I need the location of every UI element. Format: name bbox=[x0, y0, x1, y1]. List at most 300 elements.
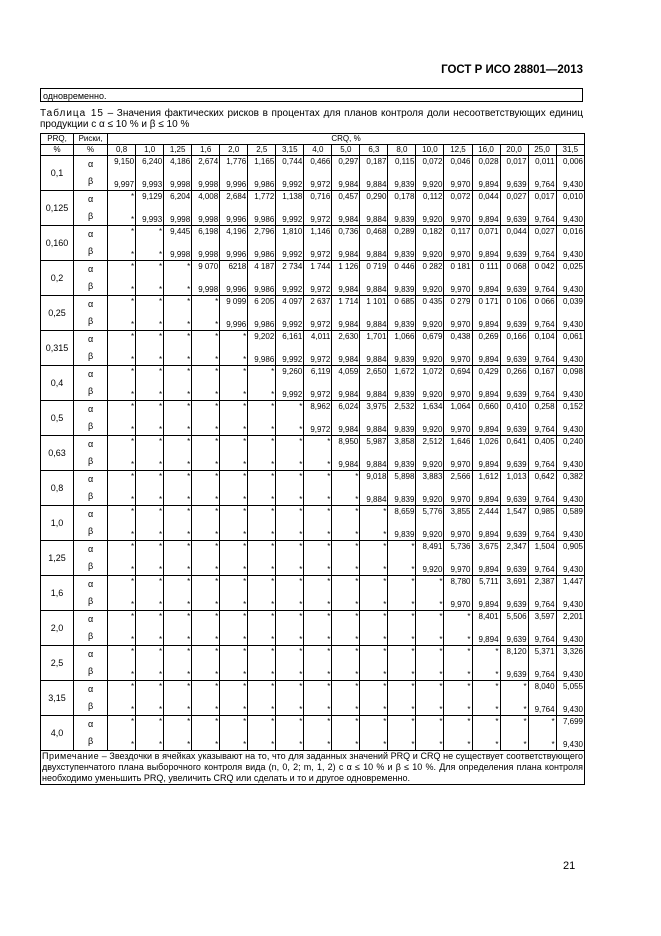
beta-value: 9,986 bbox=[254, 355, 275, 364]
prq-value: 3,15 bbox=[41, 681, 74, 716]
beta-value: 9,884 bbox=[366, 355, 387, 364]
alpha-value: * bbox=[131, 577, 135, 586]
beta-value: * bbox=[383, 600, 387, 609]
beta-value: 9,430 bbox=[562, 670, 583, 679]
alpha-value: 0,694 bbox=[450, 367, 471, 376]
alpha-value: 0,178 bbox=[394, 192, 415, 201]
risk-cell bbox=[248, 716, 276, 751]
table-row bbox=[41, 611, 585, 646]
beta-value: * bbox=[159, 530, 163, 539]
risk-cell bbox=[388, 436, 416, 471]
risk-cell bbox=[164, 471, 192, 506]
table-row bbox=[41, 261, 585, 296]
risk-symbols bbox=[74, 611, 108, 646]
prq-value: 0,63 bbox=[41, 436, 74, 471]
risk-cell bbox=[248, 436, 276, 471]
risk-cell bbox=[108, 611, 136, 646]
risk-cell bbox=[472, 366, 500, 401]
alpha-value: * bbox=[187, 577, 191, 586]
beta-value: * bbox=[439, 670, 443, 679]
table-note-row bbox=[41, 751, 585, 785]
risk-cell bbox=[528, 716, 556, 751]
beta-value: 9,839 bbox=[394, 460, 415, 469]
alpha-value: 1,013 bbox=[506, 472, 527, 481]
risk-cell bbox=[528, 681, 556, 716]
risk-cell bbox=[164, 541, 192, 576]
risk-cell bbox=[500, 576, 528, 611]
beta-value: * bbox=[411, 670, 415, 679]
table-row bbox=[41, 366, 585, 401]
alpha-value: 0,027 bbox=[534, 227, 555, 236]
risk-cell bbox=[248, 191, 276, 226]
alpha-value: * bbox=[243, 682, 247, 691]
risk-cell bbox=[500, 541, 528, 576]
beta-value: * bbox=[327, 460, 331, 469]
beta-value: 9,972 bbox=[310, 180, 331, 189]
risk-cell bbox=[332, 576, 360, 611]
beta-value: 9,764 bbox=[534, 390, 555, 399]
alpha-value: * bbox=[271, 577, 275, 586]
risk-symbols bbox=[74, 681, 108, 716]
beta-value: 9,998 bbox=[170, 180, 191, 189]
risk-cell bbox=[108, 261, 136, 296]
alpha-value: 0,028 bbox=[478, 157, 499, 166]
risk-cell bbox=[220, 261, 248, 296]
alpha-symbol: α bbox=[87, 369, 94, 379]
risk-cell bbox=[304, 296, 332, 331]
risk-cell bbox=[192, 506, 220, 541]
beta-value: * bbox=[243, 425, 247, 434]
alpha-value: * bbox=[215, 612, 219, 621]
risk-cell bbox=[108, 471, 136, 506]
beta-value: * bbox=[299, 425, 303, 434]
beta-value: * bbox=[187, 390, 191, 399]
alpha-value: 1 126 bbox=[338, 262, 359, 271]
beta-value: * bbox=[131, 670, 135, 679]
beta-symbol: β bbox=[87, 456, 94, 466]
beta-value: * bbox=[271, 495, 275, 504]
risk-cell bbox=[164, 611, 192, 646]
risk-cell bbox=[304, 331, 332, 366]
risk-cell bbox=[276, 576, 304, 611]
alpha-value: * bbox=[299, 542, 303, 551]
risk-cell bbox=[220, 296, 248, 331]
risk-cell bbox=[472, 506, 500, 541]
alpha-symbol: α bbox=[87, 229, 94, 239]
beta-value: 9,884 bbox=[366, 180, 387, 189]
beta-value: * bbox=[327, 740, 331, 749]
beta-value: * bbox=[243, 705, 247, 714]
risk-cell bbox=[164, 646, 192, 681]
risk-cell bbox=[332, 296, 360, 331]
risk-cell bbox=[388, 681, 416, 716]
alpha-value: * bbox=[271, 717, 275, 726]
note-label: Примечание bbox=[42, 751, 100, 761]
alpha-value: * bbox=[467, 717, 471, 726]
beta-value: * bbox=[467, 740, 471, 749]
risk-cell bbox=[248, 261, 276, 296]
risk-cell bbox=[500, 226, 528, 261]
alpha-value: * bbox=[243, 332, 247, 341]
alpha-value: 8,950 bbox=[338, 437, 359, 446]
beta-value: 9,984 bbox=[338, 320, 359, 329]
beta-value: 9,996 bbox=[226, 320, 247, 329]
beta-value: * bbox=[355, 530, 359, 539]
alpha-value: * bbox=[383, 647, 387, 656]
alpha-value: 0 042 bbox=[534, 262, 555, 271]
risk-cell bbox=[248, 681, 276, 716]
risk-cell bbox=[248, 611, 276, 646]
alpha-value: 2 637 bbox=[310, 297, 331, 306]
crq-value-header: 6,3 bbox=[360, 145, 388, 156]
prq-value: 0,5 bbox=[41, 401, 74, 436]
beta-value: 9,639 bbox=[506, 425, 527, 434]
risk-cell bbox=[472, 261, 500, 296]
risk-cell bbox=[472, 611, 500, 646]
beta-value: * bbox=[439, 600, 443, 609]
beta-value: 9,993 bbox=[142, 215, 163, 224]
beta-value: 9,894 bbox=[478, 215, 499, 224]
risk-cell bbox=[500, 331, 528, 366]
beta-value: * bbox=[327, 635, 331, 644]
alpha-value: * bbox=[215, 402, 219, 411]
alpha-value: * bbox=[187, 542, 191, 551]
beta-value: * bbox=[159, 425, 163, 434]
risk-cell bbox=[108, 506, 136, 541]
risk-cell bbox=[248, 366, 276, 401]
beta-value: 9,996 bbox=[226, 180, 247, 189]
beta-value: * bbox=[327, 530, 331, 539]
alpha-value: 3,326 bbox=[562, 647, 583, 656]
beta-value: 9,894 bbox=[478, 425, 499, 434]
risk-cell bbox=[528, 646, 556, 681]
risk-cell bbox=[416, 541, 444, 576]
beta-value: * bbox=[551, 740, 555, 749]
risk-cell bbox=[332, 191, 360, 226]
risk-cell bbox=[164, 261, 192, 296]
risk-cell bbox=[164, 436, 192, 471]
alpha-value: 4 097 bbox=[282, 297, 303, 306]
beta-symbol: β bbox=[87, 386, 94, 396]
risk-table bbox=[40, 133, 585, 785]
alpha-value: 6 205 bbox=[254, 297, 275, 306]
alpha-value: 2,796 bbox=[254, 227, 275, 236]
risk-cell bbox=[192, 716, 220, 751]
crq-value-header: 3,15 bbox=[276, 145, 304, 156]
beta-value: 9,764 bbox=[534, 670, 555, 679]
beta-value: 9,984 bbox=[338, 355, 359, 364]
alpha-value: 1,772 bbox=[254, 192, 275, 201]
beta-value: 9,639 bbox=[506, 460, 527, 469]
risk-cell bbox=[528, 611, 556, 646]
alpha-value: 0,010 bbox=[562, 192, 583, 201]
risk-cell bbox=[220, 331, 248, 366]
alpha-value: * bbox=[131, 262, 135, 271]
risk-cell bbox=[164, 296, 192, 331]
risk-cell bbox=[472, 226, 500, 261]
alpha-value: 0,046 bbox=[450, 157, 471, 166]
alpha-value: * bbox=[215, 367, 219, 376]
alpha-value: 0 446 bbox=[394, 262, 415, 271]
risk-cell bbox=[164, 366, 192, 401]
risk-cell bbox=[192, 191, 220, 226]
risk-cell bbox=[500, 681, 528, 716]
risk-cell bbox=[136, 226, 164, 261]
beta-value: 9,970 bbox=[450, 530, 471, 539]
risk-cell bbox=[416, 576, 444, 611]
alpha-value: * bbox=[131, 472, 135, 481]
beta-value: 9,992 bbox=[282, 215, 303, 224]
alpha-value: 9 070 bbox=[198, 262, 219, 271]
alpha-value: * bbox=[243, 577, 247, 586]
risk-cell bbox=[360, 716, 388, 751]
risk-cell bbox=[360, 366, 388, 401]
beta-value: 9,992 bbox=[282, 285, 303, 294]
beta-value: * bbox=[131, 390, 135, 399]
prq-value: 2,5 bbox=[41, 646, 74, 681]
risk-symbols bbox=[74, 401, 108, 436]
alpha-value: 0,642 bbox=[534, 472, 555, 481]
alpha-value: 0 685 bbox=[394, 297, 415, 306]
alpha-value: 3,675 bbox=[478, 542, 499, 551]
alpha-value: 5,736 bbox=[450, 542, 471, 551]
beta-value: 9,894 bbox=[478, 355, 499, 364]
beta-value: 9,920 bbox=[422, 565, 443, 574]
alpha-value: 0,104 bbox=[534, 332, 555, 341]
risk-cell bbox=[192, 541, 220, 576]
risk-cell bbox=[416, 366, 444, 401]
risk-cell bbox=[304, 261, 332, 296]
alpha-value: 0 282 bbox=[422, 262, 443, 271]
risk-cell bbox=[500, 191, 528, 226]
table-row bbox=[41, 471, 585, 506]
risk-cell bbox=[556, 716, 584, 751]
risk-cell bbox=[360, 191, 388, 226]
risk-cell bbox=[304, 576, 332, 611]
alpha-value: * bbox=[327, 507, 331, 516]
alpha-value: 8,962 bbox=[310, 402, 331, 411]
beta-value: 9,920 bbox=[422, 460, 443, 469]
alpha-value: 8,120 bbox=[506, 647, 527, 656]
alpha-value: * bbox=[215, 647, 219, 656]
risk-cell bbox=[136, 156, 164, 191]
alpha-value: * bbox=[243, 437, 247, 446]
beta-value: 9,884 bbox=[366, 285, 387, 294]
risk-cell bbox=[304, 366, 332, 401]
risk-cell bbox=[556, 436, 584, 471]
alpha-value: 0,736 bbox=[338, 227, 359, 236]
alpha-value: * bbox=[299, 437, 303, 446]
alpha-value: * bbox=[271, 682, 275, 691]
risk-cell bbox=[136, 191, 164, 226]
beta-value: * bbox=[159, 635, 163, 644]
risk-cell bbox=[220, 506, 248, 541]
alpha-symbol: α bbox=[87, 614, 94, 624]
beta-value: 9,884 bbox=[366, 250, 387, 259]
beta-value: 9,986 bbox=[254, 320, 275, 329]
beta-value: 9,430 bbox=[562, 600, 583, 609]
alpha-value: * bbox=[159, 542, 163, 551]
prq-value: 1,0 bbox=[41, 506, 74, 541]
alpha-value: * bbox=[243, 612, 247, 621]
risk-cell bbox=[500, 611, 528, 646]
risk-cell bbox=[192, 646, 220, 681]
risk-symbols bbox=[74, 576, 108, 611]
alpha-value: 1,672 bbox=[394, 367, 415, 376]
beta-value: * bbox=[215, 705, 219, 714]
beta-value: * bbox=[299, 635, 303, 644]
alpha-value: 2,201 bbox=[562, 612, 583, 621]
alpha-value: 9,150 bbox=[114, 157, 135, 166]
alpha-value: 1,447 bbox=[562, 577, 583, 586]
beta-value: 9,639 bbox=[506, 320, 527, 329]
risk-cell bbox=[276, 646, 304, 681]
alpha-value: * bbox=[215, 577, 219, 586]
risk-cell bbox=[528, 541, 556, 576]
alpha-value: * bbox=[159, 577, 163, 586]
beta-value: * bbox=[271, 705, 275, 714]
alpha-value: 9,202 bbox=[254, 332, 275, 341]
beta-value: * bbox=[271, 390, 275, 399]
risk-cell bbox=[360, 541, 388, 576]
alpha-value: 2,684 bbox=[226, 192, 247, 201]
alpha-value: 3,691 bbox=[506, 577, 527, 586]
alpha-value: * bbox=[439, 612, 443, 621]
beta-symbol: β bbox=[87, 316, 94, 326]
alpha-value: * bbox=[327, 647, 331, 656]
alpha-value: 0,457 bbox=[338, 192, 359, 201]
beta-value: 9,764 bbox=[534, 600, 555, 609]
beta-value: * bbox=[439, 635, 443, 644]
beta-value: * bbox=[187, 705, 191, 714]
alpha-value: * bbox=[327, 612, 331, 621]
beta-value: 9,764 bbox=[534, 285, 555, 294]
alpha-value: * bbox=[271, 402, 275, 411]
alpha-value: * bbox=[355, 717, 359, 726]
risk-cell bbox=[444, 436, 472, 471]
crq-value-header: 1,25 bbox=[164, 145, 192, 156]
alpha-value: 0,017 bbox=[506, 157, 527, 166]
beta-value: * bbox=[215, 635, 219, 644]
beta-value: * bbox=[411, 565, 415, 574]
alpha-value: 0,167 bbox=[534, 367, 555, 376]
beta-value: 9,884 bbox=[366, 460, 387, 469]
beta-value: * bbox=[411, 705, 415, 714]
alpha-value: 0,016 bbox=[562, 227, 583, 236]
beta-value: 9,639 bbox=[506, 600, 527, 609]
alpha-value: 1,547 bbox=[506, 507, 527, 516]
alpha-value: 1,701 bbox=[366, 332, 387, 341]
beta-value: * bbox=[159, 355, 163, 364]
risk-cell bbox=[276, 296, 304, 331]
alpha-value: 4,011 bbox=[310, 332, 331, 341]
risk-cell bbox=[248, 646, 276, 681]
risk-cell bbox=[192, 366, 220, 401]
risk-cell bbox=[444, 366, 472, 401]
beta-value: * bbox=[215, 320, 219, 329]
risk-cell bbox=[528, 436, 556, 471]
alpha-value: * bbox=[131, 367, 135, 376]
risk-cell bbox=[164, 226, 192, 261]
risk-cell bbox=[556, 296, 584, 331]
risk-cell bbox=[136, 401, 164, 436]
beta-value: * bbox=[187, 320, 191, 329]
beta-value: 9,970 bbox=[450, 320, 471, 329]
prq-value: 4,0 bbox=[41, 716, 74, 751]
risk-cell bbox=[192, 401, 220, 436]
risk-cell bbox=[444, 156, 472, 191]
beta-value: * bbox=[383, 670, 387, 679]
beta-value: * bbox=[131, 565, 135, 574]
risk-cell bbox=[416, 226, 444, 261]
table-caption-label: Таблица 15 bbox=[40, 108, 104, 119]
alpha-value: * bbox=[495, 647, 499, 656]
alpha-value: * bbox=[411, 612, 415, 621]
beta-value: 9,430 bbox=[562, 390, 583, 399]
alpha-value: 0,660 bbox=[478, 402, 499, 411]
alpha-value: 1,810 bbox=[282, 227, 303, 236]
risk-cell bbox=[472, 191, 500, 226]
beta-value: * bbox=[439, 740, 443, 749]
beta-value: 9,986 bbox=[254, 250, 275, 259]
alpha-value: 0,641 bbox=[506, 437, 527, 446]
crq-value-header: 16,0 bbox=[472, 145, 500, 156]
alpha-value: * bbox=[271, 437, 275, 446]
crq-value-header: 2,0 bbox=[220, 145, 248, 156]
beta-value: * bbox=[187, 530, 191, 539]
alpha-value: * bbox=[215, 542, 219, 551]
beta-value: 9,894 bbox=[478, 495, 499, 504]
alpha-symbol: α bbox=[87, 509, 94, 519]
alpha-value: 0 181 bbox=[450, 262, 471, 271]
beta-symbol: β bbox=[87, 176, 94, 186]
alpha-value: * bbox=[299, 612, 303, 621]
risk-cell bbox=[332, 436, 360, 471]
beta-value: 9,998 bbox=[170, 250, 191, 259]
alpha-value: * bbox=[131, 647, 135, 656]
risk-cell bbox=[304, 506, 332, 541]
alpha-value: 6,161 bbox=[282, 332, 303, 341]
table-caption-text: – Значения фактических рисков в процентах для планов контроля доли несоответствующих единиц продукции с α ≤ 10 % и β ≤ 10 % bbox=[40, 108, 583, 130]
risk-cell bbox=[388, 471, 416, 506]
risk-cell bbox=[556, 646, 584, 681]
beta-value: 9,970 bbox=[450, 180, 471, 189]
alpha-value: 1,064 bbox=[450, 402, 471, 411]
beta-value: * bbox=[327, 565, 331, 574]
risk-cell bbox=[136, 541, 164, 576]
alpha-symbol: α bbox=[87, 544, 94, 554]
risk-symbols bbox=[74, 436, 108, 471]
alpha-value: * bbox=[355, 542, 359, 551]
beta-value: 9,992 bbox=[282, 355, 303, 364]
risk-header: Риски, bbox=[74, 134, 108, 145]
beta-symbol: β bbox=[87, 421, 94, 431]
risk-cell bbox=[276, 436, 304, 471]
risk-cell bbox=[276, 156, 304, 191]
alpha-value: * bbox=[355, 647, 359, 656]
risk-cell bbox=[416, 191, 444, 226]
risk-cell bbox=[416, 296, 444, 331]
beta-value: * bbox=[355, 670, 359, 679]
crq-value-header: 4,0 bbox=[304, 145, 332, 156]
beta-value: * bbox=[411, 600, 415, 609]
beta-value: 9,986 bbox=[254, 180, 275, 189]
risk-cell bbox=[472, 436, 500, 471]
alpha-value: * bbox=[299, 682, 303, 691]
beta-value: * bbox=[215, 740, 219, 749]
alpha-value: 3,883 bbox=[422, 472, 443, 481]
alpha-value: * bbox=[327, 577, 331, 586]
